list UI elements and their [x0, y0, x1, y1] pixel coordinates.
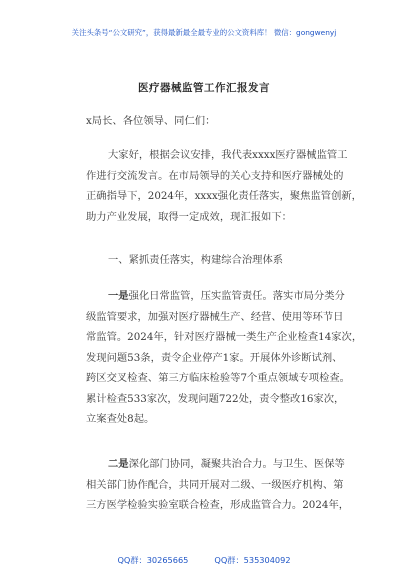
point-lead: 二是: [108, 458, 129, 470]
text-line: 级监管要求，加强对医疗器械生产、经营、使用等环节日: [86, 310, 344, 323]
paragraph-first-point: [86, 286, 363, 430]
text-line: 常监管。2024年，针对医疗器械一类生产企业检查14家次，: [86, 331, 363, 343]
section-heading: [86, 250, 326, 271]
text-line: [86, 145, 348, 166]
point-lead: 一是: [108, 290, 129, 302]
text-line: 正确指导下，2024年，xxxx强化责任落实，聚焦监管创新，: [86, 190, 362, 202]
paragraph-second-point: [86, 454, 350, 516]
footer-contact: [0, 555, 408, 566]
text-line-content: 大家好，根据会议安排，我代表xxxx医疗器械监管工: [108, 149, 348, 161]
section-heading-line: [86, 250, 326, 271]
qq-group-1: QQ群：30265665: [117, 555, 189, 565]
text-line: [86, 286, 345, 307]
text-line: 立案查处8起。: [86, 413, 155, 425]
qq-group-2: QQ群：535304092: [214, 555, 291, 565]
promo-banner: 关注头条号“公文研究”，获得最新最全最专业的公文资料库！ 微信：gongwenyj: [71, 28, 337, 37]
text-line: 三方医学检验实验室联合检查，形成监管合力。2024年，: [86, 499, 350, 511]
text-line-content: 强化日常监管，压实监管责任。落实市局分类分: [128, 290, 345, 302]
greeting: [86, 111, 326, 132]
text-line: 作进行交流发言。在市局领导的关心支持和医疗器械处的: [86, 169, 344, 182]
text-line: 助力产业发展，取得一定成效，现汇报如下：: [86, 210, 292, 223]
text-line: 累计检查533家次，发现问题722处，责令整改16家次，: [86, 392, 345, 405]
greeting-line: x局长、各位领导、同仁们：: [86, 115, 216, 127]
section-heading-text: 一、紧抓责任落实，构建综合治理体系: [108, 254, 284, 266]
text-line: 相关部门协作配合，共同开展对二级、一级医疗机构、第: [86, 478, 344, 491]
paragraph-intro: [86, 145, 362, 227]
text-line-content: 深化部门协同，凝聚共治合力。与卫生、医保等: [128, 458, 345, 470]
text-line: [86, 454, 345, 475]
text-line: 发现问题53条，责令企业停产1家。开展体外诊断试剂、: [86, 351, 343, 364]
text-line: 跨区交叉检查、第三方临床检验等7个重点领域专项检查。: [86, 372, 350, 384]
document-title: 医疗器械监管工作汇报发言: [138, 82, 270, 94]
